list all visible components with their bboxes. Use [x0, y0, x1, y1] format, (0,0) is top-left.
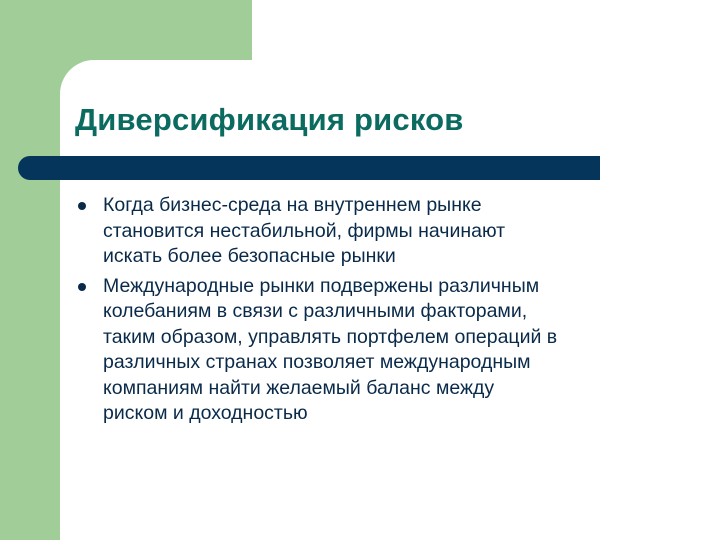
bullet-dot-icon: [78, 202, 86, 210]
bullet-text-line: искать более безопасные рынки: [103, 245, 396, 267]
bullet-dot-icon: [78, 283, 86, 291]
bullet-text-line: различных странах позволяет международным: [103, 351, 531, 373]
bullet-text-line: таким образом, управлять портфелем операций в: [103, 325, 558, 348]
bullet-item: [78, 193, 678, 270]
bullet-item: [78, 274, 678, 427]
bullet-list: [78, 193, 678, 431]
bullet-text-line: Международные рынки подвержены различным: [103, 274, 540, 297]
bullet-text-line: становится нестабильной, фирмы начинают: [103, 219, 506, 242]
slide-title: Диверсификация рисков: [75, 102, 464, 137]
bullet-text-line: Когда бизнес-среда на внутреннем рынке: [103, 194, 482, 216]
title-underline-bar: [18, 156, 600, 180]
bullet-text-line: компаниям найти желаемый баланс между: [103, 376, 495, 399]
bullet-text-line: риском и доходностью: [103, 402, 308, 424]
bullet-text-line: колебаниям в связи с различными факторами,: [103, 300, 528, 322]
